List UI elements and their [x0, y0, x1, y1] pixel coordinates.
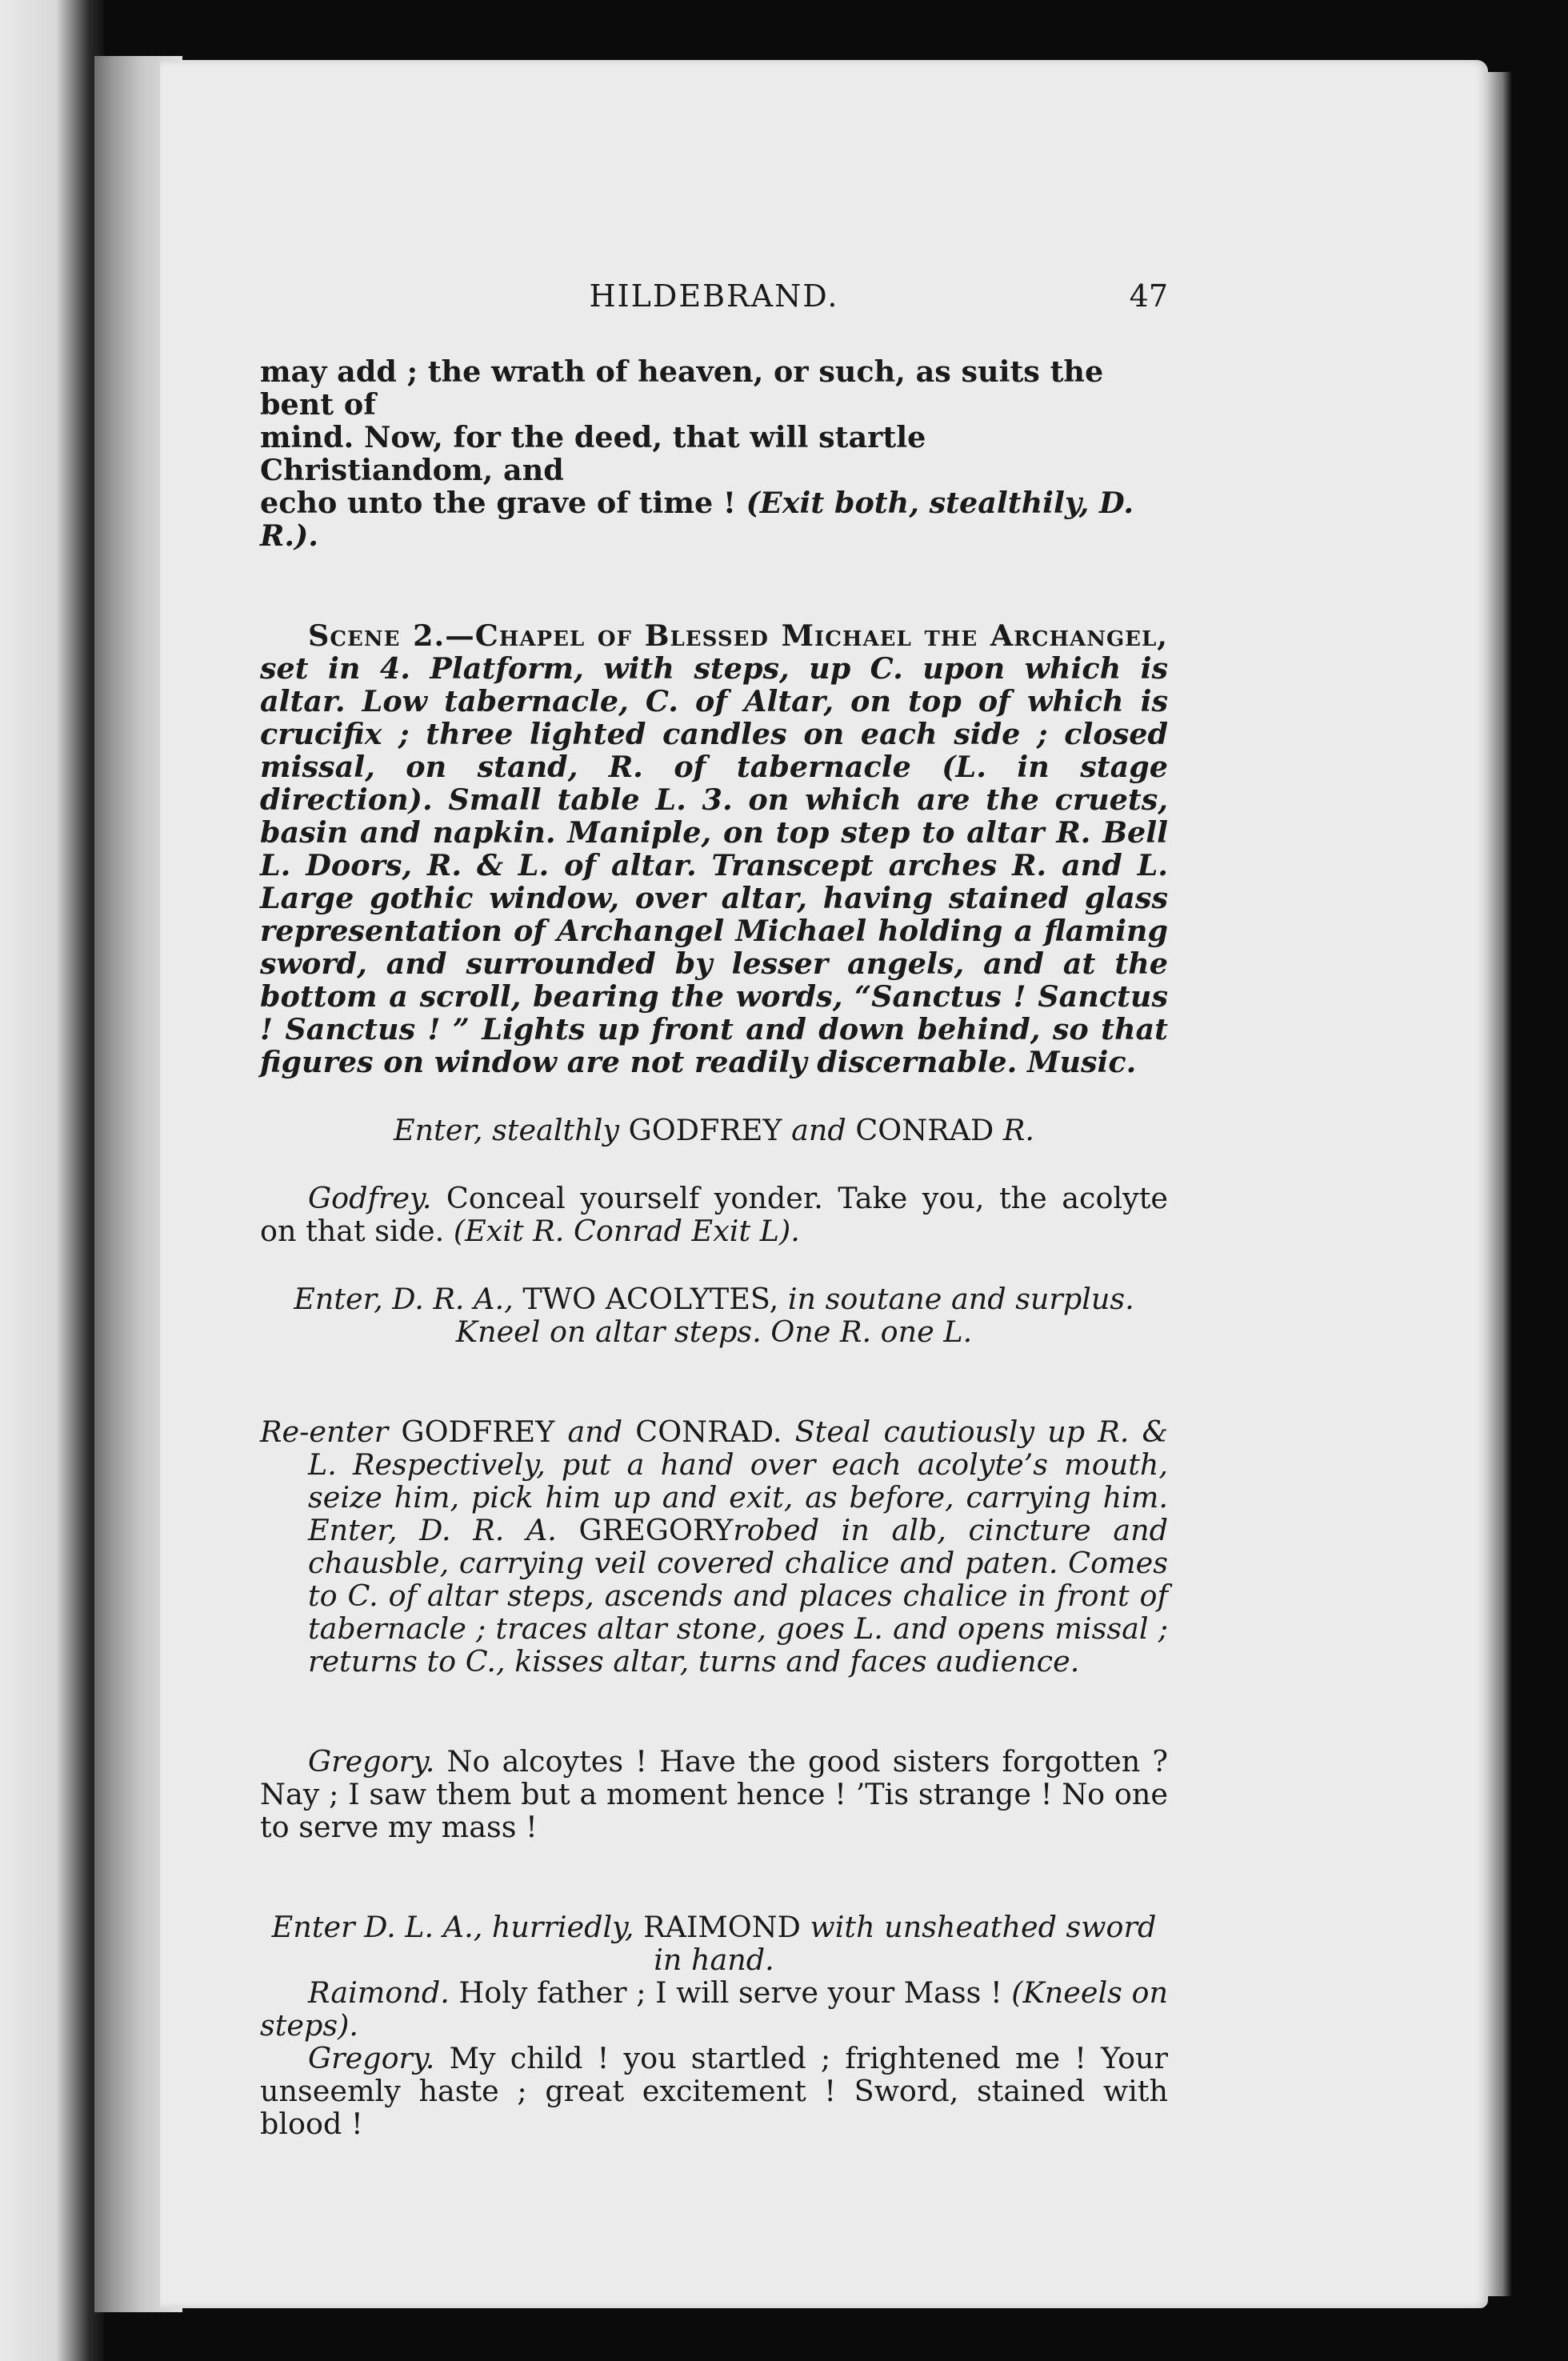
- raimond-stage-direction: (Kneels on steps).: [260, 1975, 1168, 2043]
- entrance3-name-raimond: RAIMOND: [643, 1910, 801, 1944]
- reenter-name-godfrey: GODFREY: [401, 1415, 555, 1449]
- page-content: [260, 280, 1168, 2140]
- speaker-gregory-2: Gregory.: [308, 2041, 435, 2075]
- entrance3-line-2: in hand.: [654, 1943, 774, 1977]
- gregory-text-1: No alcoytes ! Have the good sisters forgotten ? Nay ; I saw them but a moment hence ! ’Tis strange ! No one to serve my mass !: [260, 1744, 1168, 1844]
- opening-stage-direction: (Exit both, stealthily, D. R.).: [260, 486, 1134, 553]
- entrance1-name-godfrey: GODFREY: [628, 1113, 782, 1147]
- reenter-pre: Re-enter: [260, 1415, 402, 1449]
- reenter-and: and: [554, 1415, 636, 1449]
- opening-line-2: mind. Now, for the deed, that will startle Christiandom, and: [260, 420, 926, 487]
- opening-paragraph: [260, 355, 1168, 552]
- dialogue-gregory-1: [260, 1745, 1168, 1843]
- speaker-raimond: Raimond.: [308, 1975, 450, 2010]
- entrance2-post: in soutane and surplus.: [778, 1282, 1134, 1316]
- speaker-gregory: Gregory.: [308, 1744, 435, 1779]
- entrance3-post: with unsheathed sword: [800, 1910, 1157, 1944]
- running-title: HILDEBRAND.: [589, 278, 839, 314]
- entrance2-line-2: Kneel on altar steps. One R. one L.: [455, 1315, 973, 1349]
- entrance1-name-conrad: CONRAD: [855, 1113, 994, 1147]
- entrance1-pre: Enter, stealthly: [394, 1113, 629, 1147]
- reenter-name-conrad: CONRAD.: [635, 1415, 782, 1449]
- entrance1-and: and: [782, 1113, 856, 1147]
- godfrey-text: Conceal yourself yonder. Take you, the acolyte on that side.: [260, 1181, 1168, 1248]
- scene-body: set in 4. Platform, with steps, up C. upon which is altar. Low tabernacle, C. of Altar, on top of which is crucifix ; three lighted candles on each side ; closed missal, on stand, R. of tabernacle (L. in stage direction). Small table L. 3. on which are the cruets, basin and napkin. Maniple, on top step to altar R. Bell L. Doors, R. & L. of altar. Transcept arches R. and L. Large gothic window, over altar, having stained glass representation of Archangel Michael holding a flaming sword, and surrounded by lesser angels, and at the bottom a scroll, bearing the words, “Sanctus ! Sanctus ! Sanctus ! ” Lights up front and down behind, so that figures on window are not readily discernable. Music.: [260, 651, 1168, 1079]
- page-number: 47: [1129, 278, 1168, 314]
- scene-heading: Scene 2.—Chapel of Blessed Michael the Archangel,: [308, 618, 1168, 653]
- stage-entrance-2: [260, 1283, 1168, 1348]
- dialogue-godfrey: [260, 1182, 1168, 1247]
- gregory-text-2: My child ! you startled ; frightened me ! Your unseemly haste ; great excitement ! Sword, stained with blood !: [260, 2041, 1168, 2141]
- opening-line-3: echo unto the grave of time !: [260, 486, 746, 520]
- entrance2-pre: Enter, D. R. A.,: [294, 1282, 523, 1316]
- entrance3-pre: Enter D. L. A., hurriedly,: [271, 1910, 644, 1944]
- scan-background-left: [0, 0, 104, 2361]
- godfrey-stage-direction: (Exit R. Conrad Exit L).: [453, 1214, 800, 1248]
- opening-line-1: may add ; the wrath of heaven, or such, as suits the bent of: [260, 354, 1104, 422]
- stage-reenter: [260, 1415, 1168, 1678]
- speaker-godfrey: Godfrey.: [308, 1181, 432, 1215]
- entrance1-post: R.: [994, 1113, 1034, 1147]
- reenter-text-2: robed in alb, cincture and chausble, carrying veil covered chalice and paten. Comes to C. of altar steps, ascends and places chalice in front of tabernacle ; traces altar stone, goes L. and opens missal ; returns to C., kisses altar, turns and faces audience.: [308, 1513, 1169, 1679]
- running-header: [260, 280, 1168, 320]
- reenter-name-gregory: GREGORY: [578, 1513, 734, 1547]
- raimond-text: Holy father ; I will serve your Mass !: [449, 1975, 1012, 2010]
- entrance2-acolytes: TWO ACOLYTES,: [522, 1282, 779, 1316]
- reenter-text-1: Steal cautiously up R. & L. Respectively, put a hand over each acolyte’s mouth, seize him, pick him up and exit, as before, carrying him. Enter, D. R. A.: [308, 1415, 1169, 1547]
- stage-entrance-3: [260, 1911, 1168, 1976]
- stage-entrance-1: [260, 1114, 1168, 1146]
- dialogue-gregory-2: [260, 2042, 1168, 2140]
- scene-description: [260, 619, 1168, 1078]
- page-edge-shadow: [1488, 72, 1512, 2296]
- dialogue-raimond: [260, 1976, 1168, 2042]
